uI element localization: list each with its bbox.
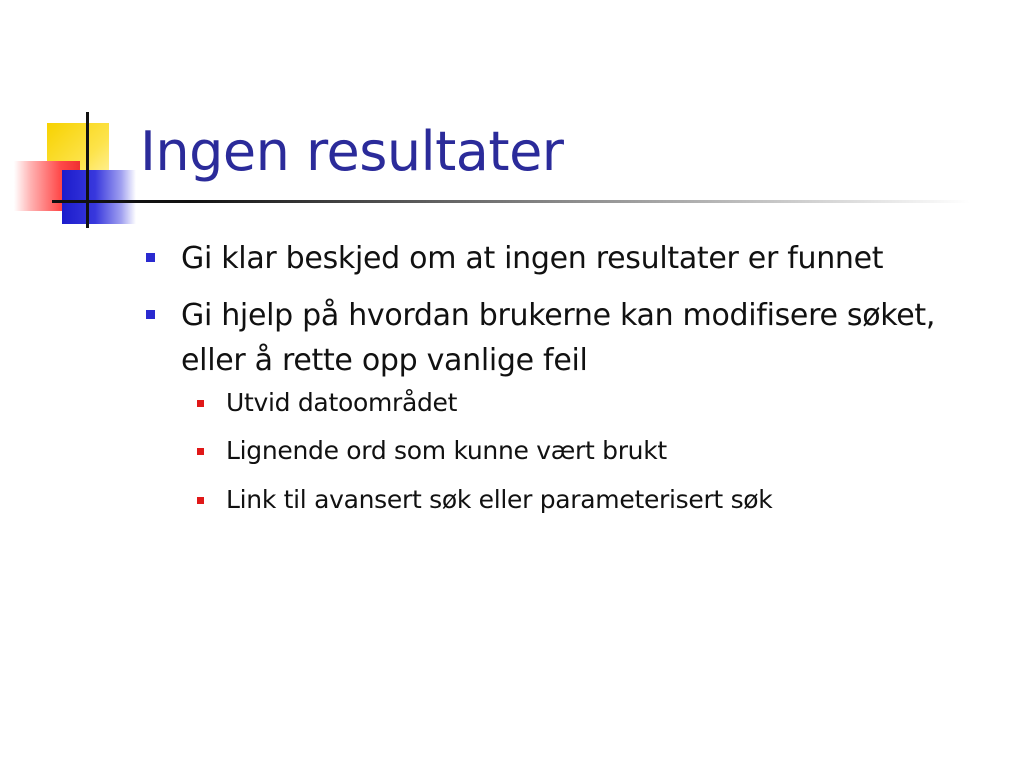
red-square-bullet-icon [197,497,204,504]
bullet-item [140,293,1000,518]
red-square-bullet-icon [197,400,204,407]
slide-body [140,236,1000,530]
decorative-logo [0,0,150,240]
red-square-bullet-icon [197,448,204,455]
sub-bullet-item [140,385,1000,421]
blue-square-bullet-icon [146,310,155,319]
bullet-text: Gi klar beskjed om at ingen resultater er funnet [181,241,884,276]
blue-square-decoration [62,170,136,224]
sub-bullet-text: Link til avansert søk eller parameterisert søk [226,484,773,514]
sub-bullet-item [140,433,1000,469]
bullet-item [140,236,1000,281]
vertical-rule [86,112,89,228]
bullet-text: Gi hjelp på hvordan brukerne kan modifisere søket, eller å rette opp vanlige feil [181,298,936,378]
sub-bullet-list [181,385,1000,518]
blue-square-bullet-icon [146,253,155,262]
sub-bullet-text: Utvid datoområdet [226,388,458,417]
title-underline-rule [52,200,970,203]
slide-title: Ingen resultater [140,120,564,183]
bullet-list [140,236,1000,518]
sub-bullet-item [140,482,1000,518]
sub-bullet-text: Lignende ord som kunne vært brukt [226,436,667,466]
